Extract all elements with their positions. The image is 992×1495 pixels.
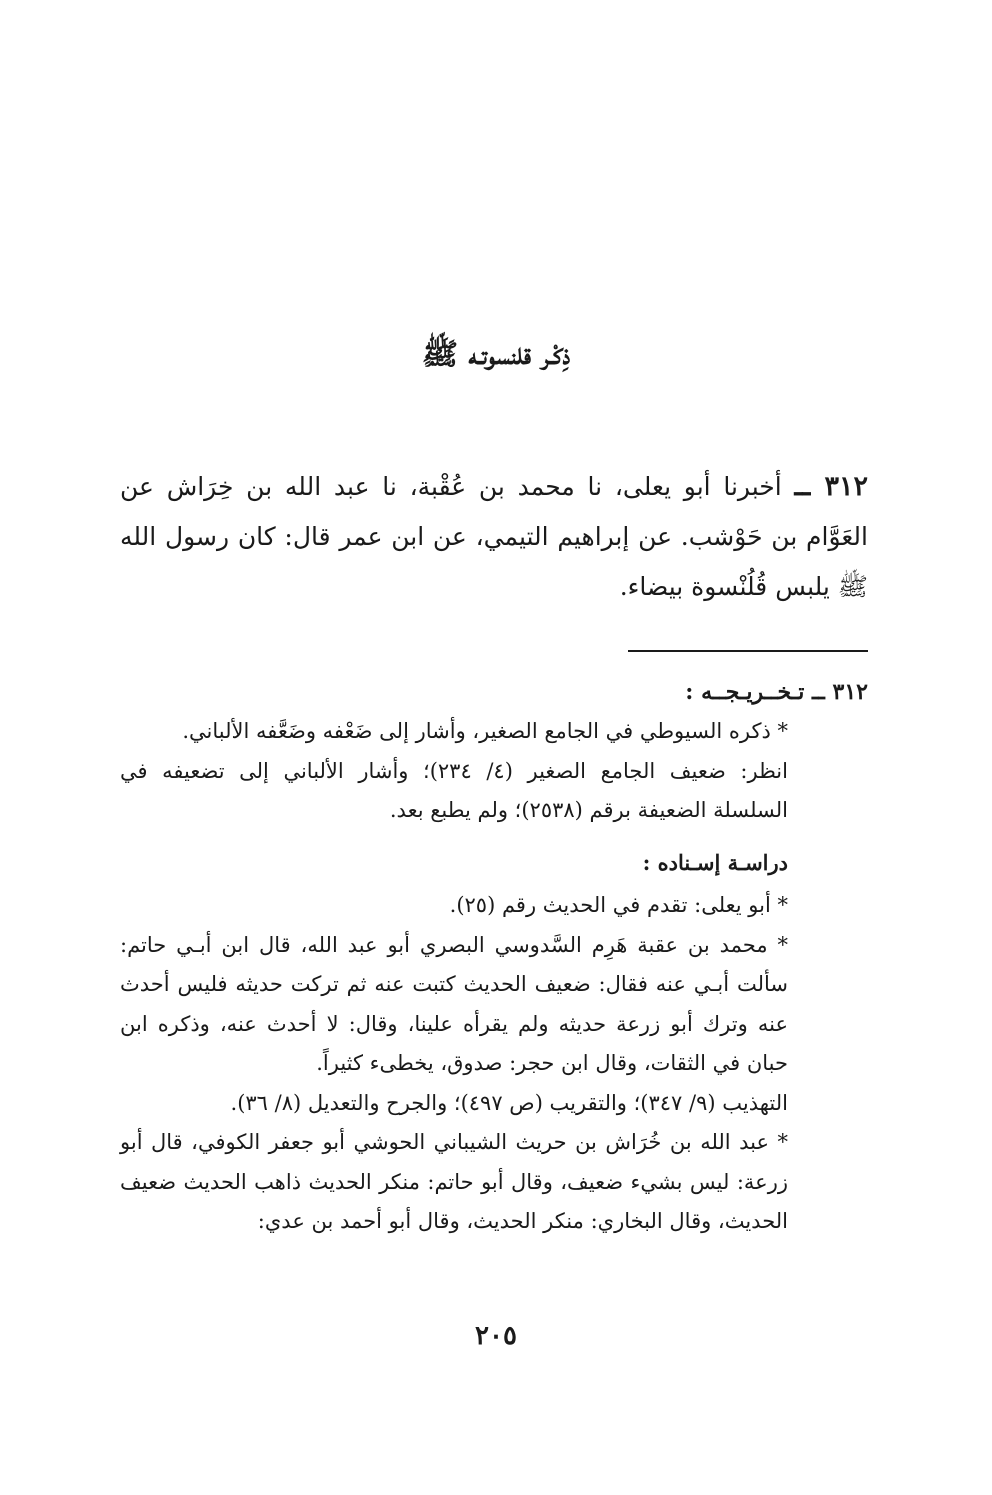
hadith-paragraph	[120, 462, 868, 612]
footnote-body	[120, 712, 788, 1242]
page-number: ٢٠٥	[475, 1321, 517, 1351]
isnad-paragraph: * أبو يعلى: تقدم في الحديث رقم (٢٥).	[449, 893, 788, 917]
isnad-paragraph: * محمد بن عقبة هَرِم السَّدوسي البصري أبو عبد الله، قال ابن أبـي حاتم: سألت أبـي عنه فقال: ضعيف الحديث كتبت عنه ثم تركت حديثه فليس أحدث عنه وترك أبو زرعة حديثه ولم يقرأه علينا، وقال: لا أحدث عنه، وذكره ابن حبان في الثقات، وقال ابن حجر: صدوق، يخطىء كثيراً.	[120, 932, 788, 1075]
takhrij-heading: ٣١٢ ــ تـخــريـجــه :	[685, 679, 868, 705]
takhrij-line: * ذكره السيوطي في الجامع الصغير، وأشار إلى ضَعْفه وضَعَّفه الألباني.	[182, 719, 788, 743]
hadith-text: أخبرنا أبو يعلى، نا محمد بن عُقْبة، نا عبد الله بن خِرَاش عن العَوَّام بن حَوْشب. عن إبراهيم التيمي، عن ابن عمر قال: كان رسول الله ﷺ يلبس قُلُنْسوة بيضاء.	[120, 472, 868, 601]
isnad-reference: التهذيب (٩/ ٣٤٧)؛ والتقريب (ص ٤٩٧)؛ والجرح والتعديل (٨/ ٣٦).	[230, 1090, 788, 1115]
takhrij-line: انظر: ضعيف الجامع الصغير (٤/ ٢٣٤)؛ وأشار الألباني إلى تضعيفه في السلسلة الضعيفة برقم (٢٥٣٨)؛ ولم يطبع بعد.	[120, 758, 788, 822]
chapter-title: ذِكْـر قلنسوتـه ﷺ	[421, 337, 571, 372]
footnote-separator	[628, 650, 868, 652]
isnad-heading: دراسـة إسـناده :	[642, 849, 788, 875]
hadith-number: ٣١٢ ــ	[794, 471, 868, 502]
isnad-paragraph: * عبد الله بن خُرَاش بن حريث الشيباني الحوشي أبو جعفر الكوفي، قال أبو زرعة: ليس بشيء ضعيف، وقال أبو حاتم: منكر الحديث ذاهب الحديث ضعيف الحديث، وقال البخاري: منكر الحديث، وقال أبو أحمد بن عدي:	[120, 1130, 788, 1233]
